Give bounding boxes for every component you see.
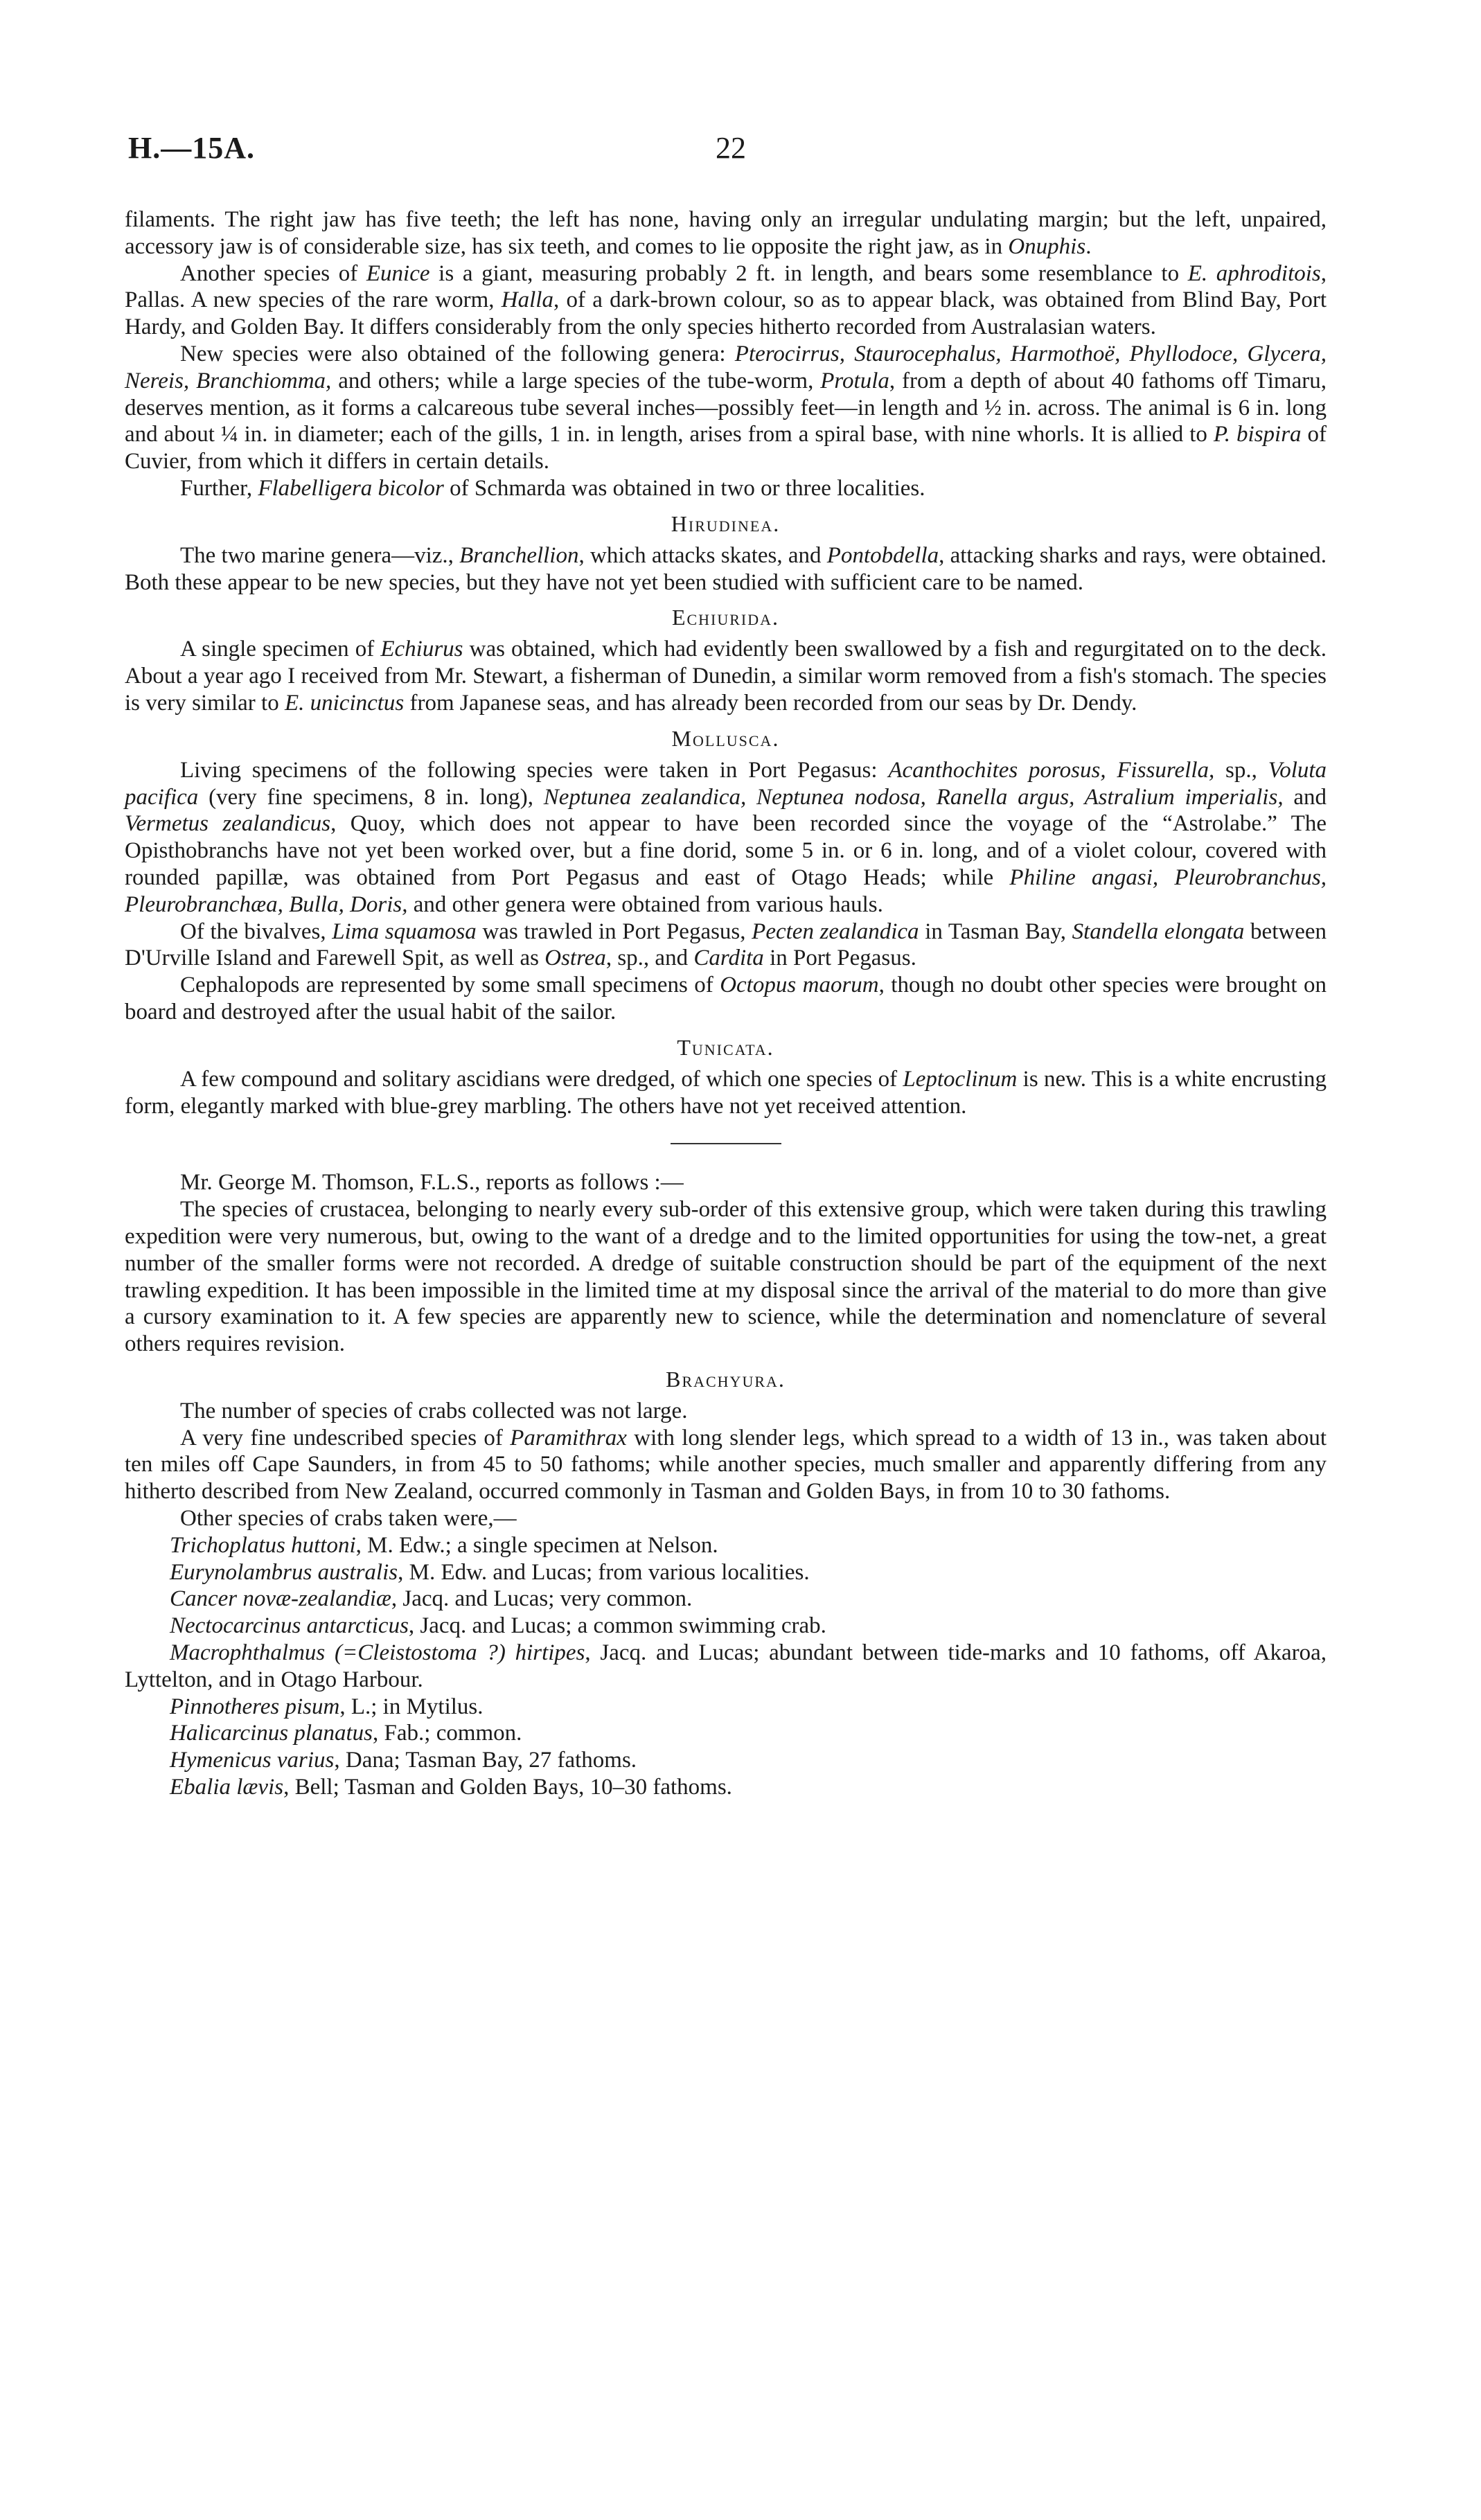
taxon-name: Pontobdella	[826, 542, 939, 568]
paragraph: filaments. The right jaw has five teeth; the left has none, having only an irregular undulating margin; but the left, unpaired, accessory jaw is of considerable size, has six teeth, and comes to lie opposite the right jaw, as in Onuphis.	[125, 207, 1327, 259]
paragraph: A single specimen of Echiurus was obtained, which had evidently been swallowed by a fish and regurgitated on to the deck. About a year ago I received from Mr. Stewart, a fisherman of Dunedin, a similar worm removed from a fish's stomach. The species is very similar to E. unicinctus from Japanese seas, and has already been recorded from our seas by Dr. Dendy.	[125, 637, 1327, 716]
list-item: Macrophthalmus (=Cleistostoma ?) hirtipes, Jacq. and Lucas; abundant between tide-marks and 10 fathoms, off Akaroa, Lyttelton, and in Otago Harbour.	[125, 1640, 1327, 1692]
taxon-name: Macrophthalmus (=Cleistostoma ?) hirtipes	[170, 1640, 585, 1666]
taxon-name: Leptoclinum	[903, 1066, 1018, 1092]
taxon-name: Vermetus zealandicus	[125, 811, 331, 837]
taxon-name: Eurynolambrus australis	[170, 1559, 398, 1585]
paragraph: The two marine genera—viz., Branchellion, which attacks skates, and Pontobdella, attacking sharks and rays, were obtained. Both these appear to be new species, but they have not yet been studied with sufficient care to be named.	[125, 542, 1327, 595]
paragraph: New species were also obtained of the following genera: Pterocirrus, Staurocephalus, Harmothoë, Phyllodoce, Glycera, Nereis, Branchiomma, and others; while a large species of the tube-worm, Protula, from a depth of about 40 fathoms off Timaru, deserves mention, as it forms a calcareous tube several inches—possibly feet—in length and ½ in. across. The animal is 6 in. long and about ¼ in. in diameter; each of the gills, 1 in. in length, arises from a spiral base, with nine whorls. It is allied to P. bispira of Cuvier, from which it differs in certain details.	[125, 341, 1327, 474]
taxon-name: Neptunea zealandica, Neptunea nodosa, Ranella argus, Astralium imperialis,	[543, 784, 1284, 810]
taxon-name: Trichoplatus huttoni	[170, 1532, 356, 1558]
list-item: Hymenicus varius, Dana; Tasman Bay, 27 fathoms.	[170, 1748, 637, 1773]
section-heading-mollusca: Mollusca.	[671, 725, 780, 751]
taxon-name: Eunice	[366, 260, 430, 286]
page-number: 22	[716, 131, 746, 165]
list-item: Pinnotheres pisum, L.; in Mytilus.	[170, 1694, 484, 1719]
taxon-name: Onuphis	[1008, 233, 1086, 259]
report-intro: Mr. George M. Thomson, F.L.S., reports as follows :—	[180, 1170, 684, 1196]
taxon-name: E. unicinctus	[284, 690, 405, 716]
section-heading-hirudinea: Hirudinea.	[671, 511, 781, 536]
paragraph: Cephalopods are represented by some small specimens of Octopus maorum, though no doubt other species were brought on board and destroyed after the usual habit of the sailor.	[125, 973, 1327, 1024]
section-heading-tunicata: Tunicata.	[677, 1034, 774, 1060]
taxon-name: Echiurus	[380, 637, 463, 662]
paragraph: The species of crustacea, belonging to nearly every sub-order of this extensive group, which were taken during this trawling expedition were very numerous, but, owing to the want of a dredge and to the limited opportunities for using the tow-net, a great number of the smaller forms were not recorded. A dredge of suitable construction should be part of the equipment of the next trawling expedition. It has been impossible in the limited time at my disposal since the arrival of the material to do more than give a cursory examination to it. A few species are apparently new to science, while the determination and nomenclature of several others requires revision.	[125, 1197, 1327, 1357]
taxon-name: Branchellion	[459, 542, 579, 568]
taxon-name: Flabelligera bicolor	[258, 475, 444, 501]
taxon-name: E. aphroditois	[1187, 260, 1321, 286]
taxon-name: Nectocarcinus antarcticus	[170, 1613, 409, 1639]
taxon-name: Pecten zealandica	[752, 919, 919, 944]
list-item: Ebalia lævis, Bell; Tasman and Golden Bays, 10–30 fathoms.	[170, 1775, 732, 1800]
section-divider	[671, 1143, 781, 1144]
taxon-name: P. bispira	[1213, 422, 1302, 447]
taxon-name: Halicarcinus planatus	[170, 1721, 373, 1746]
taxon-name: Acanthochites porosus, Fissurella,	[888, 757, 1215, 783]
paragraph: A very fine undescribed species of Paramithrax with long slender legs, which spread to a width of 13 in., was taken about ten miles off Cape Saunders, in from 45 to 50 fathoms; while another species, much smaller and apparently differing from any hitherto described from New Zealand, occurred commonly in Tasman and Golden Bays, in from 10 to 30 fathoms.	[125, 1425, 1327, 1505]
paragraph: The number of species of crabs collected was not large.	[180, 1398, 688, 1423]
taxon-name: Cancer novæ-zealandiæ	[170, 1586, 391, 1612]
taxon-name: Protula	[820, 368, 889, 393]
list-item: Cancer novæ-zealandiæ, Jacq. and Lucas; very common.	[170, 1586, 693, 1612]
list-item: Trichoplatus huttoni, M. Edw.; a single specimen at Nelson.	[170, 1532, 718, 1558]
taxon-name: Philine angasi, Pleurobranchus, Pleurobranchæa, Bulla, Doris,	[125, 864, 1327, 917]
section-heading-brachyura: Brachyura.	[666, 1366, 786, 1392]
list-item: Eurynolambrus australis, M. Edw. and Lucas; from various localities.	[170, 1559, 810, 1585]
taxon-name: Ostrea	[544, 946, 606, 971]
paragraph: Of the bivalves, Lima squamosa was trawled in Port Pegasus, Pecten zealandica in Tasman Bay, Standella elongata between D'Urville Island and Farewell Spit, as well as Ostrea, sp., and Cardita in Port Pegasus.	[125, 919, 1327, 971]
running-header	[128, 130, 1333, 172]
list-item: Nectocarcinus antarcticus, Jacq. and Lucas; a common swimming crab.	[170, 1613, 826, 1639]
paragraph: A few compound and solitary ascidians were dredged, of which one species of Leptoclinum is new. This is a white encrusting form, elegantly marked with blue-grey marbling. The others have not yet received attention.	[125, 1066, 1327, 1119]
taxon-name: Pterocirrus, Staurocephalus, Harmothoë, Phyllodoce, Glycera, Nereis, Branchiomma,	[125, 341, 1327, 393]
document-reference: H.—15A.	[128, 131, 255, 165]
taxon-name: Voluta pacifica	[125, 757, 1327, 810]
taxon-name: Cardita	[693, 946, 764, 971]
taxon-name: Standella elongata	[1072, 919, 1245, 944]
paragraph: Living specimens of the following species were taken in Port Pegasus: Acanthochites porosus, Fissurella, sp., Voluta pacifica (very fine specimens, 8 in. long), Neptunea zealandica, Neptunea nodosa, Ranella argus, Astralium imperialis, and Vermetus zealandicus, Quoy, which does not appear to have been recorded since the voyage of the “Astrolabe.” The Opisthobranchs have not yet been worked over, but a fine dorid, some 5 in. or 6 in. long, and of a violet colour, covered with rounded papillæ, was obtained from Port Pegasus and east of Otago Heads; while Philine angasi, Pleurobranchus, Pleurobranchæa, Bulla, Doris, and other genera were obtained from various hauls.	[125, 757, 1327, 917]
list-item: Halicarcinus planatus, Fab.; common.	[170, 1721, 522, 1746]
paragraph: Another species of Eunice is a giant, measuring probably 2 ft. in length, and bears some resemblance to E. aphroditois, Pallas. A new species of the rare worm, Halla, of a dark-brown colour, so as to appear black, was obtained from Blind Bay, Port Hardy, and Golden Bay. It differs considerably from the only species hitherto recorded from Australasian waters.	[125, 260, 1327, 340]
species-list	[125, 1532, 1327, 1801]
section-heading-echiurida: Echiurida.	[671, 605, 780, 630]
paragraph: Further, Flabelligera bicolor of Schmarda was obtained in two or three localities.	[180, 475, 925, 501]
taxon-name: Lima squamosa	[332, 919, 477, 944]
taxon-name: Halla	[501, 287, 553, 313]
taxon-name: Octopus maorum	[720, 973, 879, 998]
taxon-name: Ebalia lævis	[170, 1775, 284, 1800]
taxon-name: Hymenicus varius	[170, 1748, 335, 1773]
paragraph: Other species of crabs taken were,—	[180, 1506, 517, 1532]
taxon-name: Pinnotheres pisum	[170, 1694, 340, 1719]
taxon-name: Paramithrax	[510, 1425, 627, 1450]
body-text	[125, 206, 1327, 1801]
